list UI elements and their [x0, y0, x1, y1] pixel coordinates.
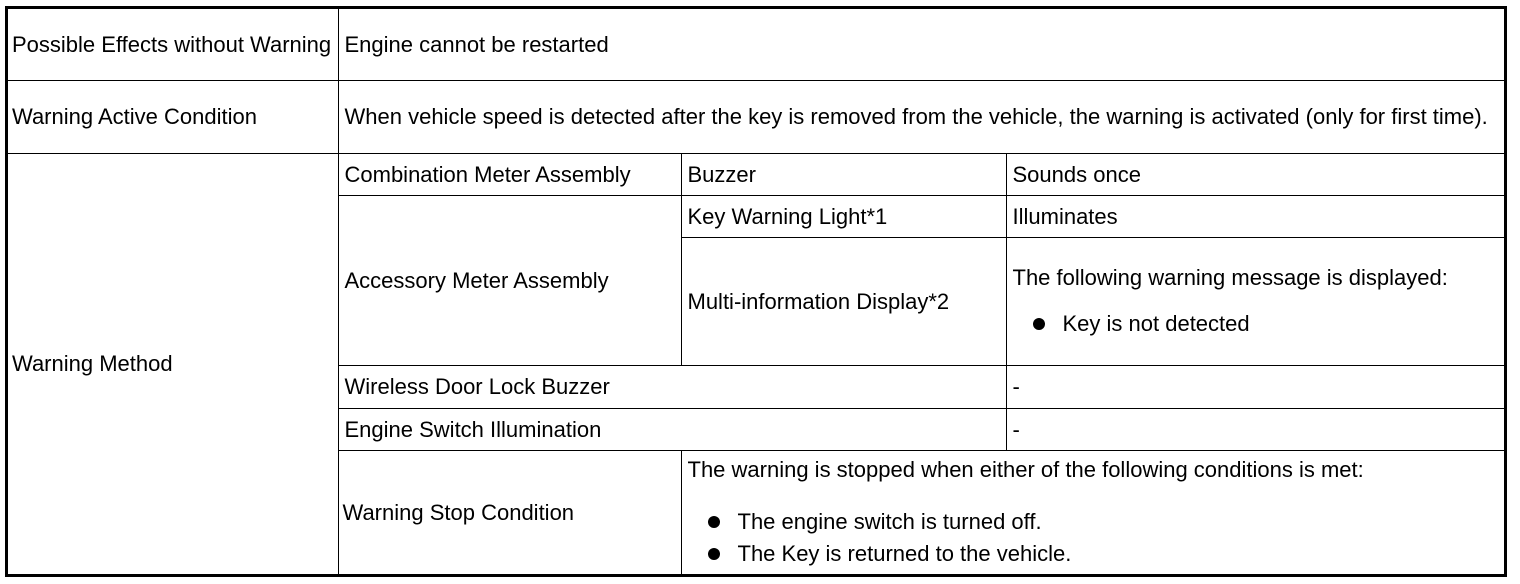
stop-condition-intro: The warning is stopped when either of the following conditions is met: — [687, 456, 1364, 482]
active-condition-value: When vehicle speed is detected after the key is removed from the vehicle, the warning is activated (only for first time). — [338, 80, 1504, 153]
mid-message-text: Key is not detected — [1062, 310, 1250, 336]
warning-spec-table — [8, 9, 1504, 575]
mid-message-intro: The following warning message is displayed: — [1012, 264, 1448, 290]
stop-condition-label: Warning Stop Condition — [338, 450, 681, 574]
stop-condition-text: The Key is returned to the vehicle. — [737, 540, 1072, 566]
warning-method-label: Warning Method — [8, 153, 338, 574]
possible-effects-value: Engine cannot be restarted — [338, 9, 1504, 80]
engine-switch-behavior: - — [1006, 408, 1504, 450]
row-active-condition — [8, 80, 1504, 153]
bullet-icon — [708, 548, 720, 560]
door-lock-buzzer-device: Wireless Door Lock Buzzer — [338, 365, 1006, 408]
warning-spec-table-frame — [5, 6, 1507, 577]
combination-meter-behavior: Sounds once — [1006, 153, 1504, 195]
list-item — [688, 506, 1499, 538]
bullet-icon — [708, 516, 720, 528]
engine-switch-device: Engine Switch Illumination — [338, 408, 1006, 450]
mid-component: Multi-information Display*2 — [681, 237, 1006, 365]
active-condition-label: Warning Active Condition — [8, 80, 338, 153]
door-lock-buzzer-behavior: - — [1006, 365, 1504, 408]
accessory-meter-device: Accessory Meter Assembly — [338, 195, 681, 365]
list-item — [688, 538, 1499, 570]
key-warning-light-behavior: Illuminates — [1006, 195, 1504, 237]
stop-condition-text: The engine switch is turned off. — [737, 508, 1042, 534]
mid-behavior — [1006, 237, 1504, 365]
stop-condition-list — [688, 506, 1499, 570]
stop-condition-value — [681, 450, 1504, 574]
row-combination-meter — [8, 153, 1504, 195]
bullet-icon — [1033, 318, 1045, 330]
possible-effects-label: Possible Effects without Warning — [8, 9, 338, 80]
row-possible-effects — [8, 9, 1504, 80]
combination-meter-component: Buzzer — [681, 153, 1006, 195]
key-warning-light-component: Key Warning Light*1 — [681, 195, 1006, 237]
combination-meter-device: Combination Meter Assembly — [338, 153, 681, 195]
mid-message-list — [1013, 308, 1499, 340]
list-item — [1013, 308, 1499, 340]
